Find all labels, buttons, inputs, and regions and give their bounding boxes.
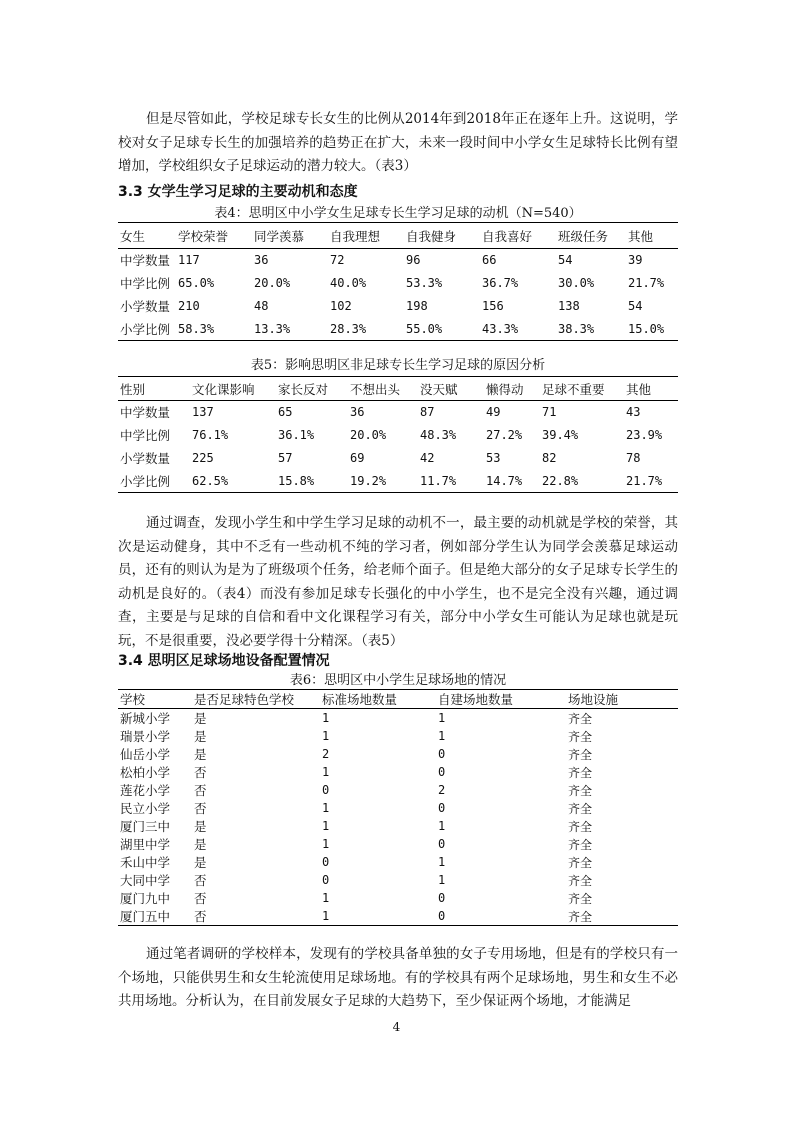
table-cell: 莲花小学	[120, 783, 171, 798]
table-cell: 69	[350, 451, 365, 465]
table-cell: 38.3%	[556, 318, 626, 341]
table-cell: 民立小学	[120, 801, 171, 816]
table-cell: 厦门九中	[120, 891, 171, 906]
table-cell: 齐全	[566, 907, 678, 926]
table-row	[118, 709, 678, 728]
table-header-row	[118, 377, 678, 401]
table-cell: 1	[438, 819, 446, 833]
table-cell: 43	[626, 405, 641, 420]
table-cell: 1	[322, 819, 330, 833]
table-cell: 138	[558, 299, 580, 313]
column-header: 自建场地数量	[436, 690, 566, 709]
table-cell: 1	[438, 855, 446, 869]
table-cell: 1	[320, 907, 436, 926]
column-header: 性别	[118, 377, 190, 401]
table-row	[118, 727, 678, 745]
table-cell: 82	[542, 451, 557, 465]
column-header: 自我喜好	[480, 223, 556, 249]
table-cell: 否	[194, 873, 207, 888]
table-cell: 1	[322, 891, 330, 905]
table-row	[118, 401, 678, 424]
table-cell: 中学数量	[120, 253, 171, 269]
table-cell: 72	[330, 253, 345, 268]
table-cell: 0	[438, 837, 446, 851]
table-cell: 11.7%	[418, 470, 484, 493]
column-header: 自我健身	[404, 223, 480, 249]
paragraph-fields: 通过笔者调研的学校样本，发现有的学校具备单独的女子专用场地，但是有的学校只有一个场地，只能供男生和女生轮流使用足球场地。有的学校具有两个足球场地，男生和女生不必共用场地。分析认为，在目前发展女子足球的大趋势下，至少保证两个场地，才能满足	[118, 946, 678, 1009]
table-cell: 15.8%	[276, 470, 348, 493]
table-cell: 0	[436, 907, 566, 926]
table-cell: 小学数量	[120, 451, 171, 466]
table-cell: 14.7%	[484, 470, 540, 493]
table-cell: 156	[482, 299, 504, 313]
table-cell: 39	[628, 253, 643, 268]
table-cell: 22.8%	[540, 470, 624, 493]
table-row	[118, 871, 678, 889]
table-cell: 是	[194, 837, 207, 852]
table-row	[118, 424, 678, 447]
column-header: 其他	[626, 223, 678, 249]
table-cell: 齐全	[568, 873, 593, 888]
table-cell: 齐全	[568, 765, 593, 780]
table-cell: 48.3%	[420, 428, 457, 442]
heading-3-4: 3.4 思明区足球场地设备配置情况	[118, 653, 330, 669]
table-cell: 54	[558, 253, 573, 268]
column-header: 不想出头	[348, 377, 418, 401]
table-cell: 78	[626, 451, 641, 465]
table-cell: 仙岳小学	[120, 747, 171, 762]
table4-caption: 表4：思明区中小学女生足球专长生学习足球的动机（N=540）	[214, 206, 582, 221]
table5-reasons	[118, 376, 678, 493]
paragraph-intro: 但是尽管如此，学校足球专长女生的比例从2014年到2018年正在逐年上升。这说明，学校对女子足球专长生的加强培养的趋势正在扩大，未来一段时间中小学女生足球特长比例有望增加，学校组织女子足球运动的潜力较大。（表3）	[118, 111, 678, 174]
table-cell: 27.2%	[486, 428, 523, 442]
table-cell: 是	[194, 819, 207, 834]
table-cell: 39.4%	[542, 428, 579, 442]
table-row	[118, 447, 678, 470]
table-cell: 是	[194, 855, 207, 870]
table-cell: 齐全	[568, 855, 593, 870]
table-cell: 49	[486, 405, 501, 420]
table-cell: 65.0%	[178, 276, 215, 290]
table-cell: 是	[194, 747, 207, 762]
table-cell: 1	[322, 765, 330, 779]
table-row	[118, 745, 678, 763]
table-cell: 是	[194, 729, 207, 744]
table-cell: 齐全	[568, 819, 593, 834]
table-cell: 21.7%	[624, 470, 678, 493]
table-cell: 20.0%	[254, 276, 291, 290]
table-cell: 71	[542, 405, 557, 420]
table-cell: 117	[178, 253, 200, 268]
table-row	[118, 907, 678, 926]
table-cell: 0	[438, 747, 446, 761]
table-cell: 210	[178, 299, 200, 313]
table-cell: 15.0%	[626, 318, 678, 341]
table-cell: 54	[628, 299, 643, 313]
table-cell: 厦门三中	[120, 819, 171, 834]
table6-caption: 表6：思明区中小学生足球场地的情况	[289, 673, 507, 688]
paragraph-analysis: 通过调查，发现小学生和中学生学习足球的动机不一，最主要的动机就是学校的荣誉，其次是运动健身，其中不乏有一些动机不纯的学习者，例如部分学生认为同学会羡慕足球运动员，还有的则认为是为了班级项个任务，给老师个面子。但是绝大部分的女子足球专长学生的动机是良好的。（表4）而没有参加足球专长强化的中小学生，也不是完全没有兴趣，通过调查，主要是与足球的自信和看中文化课程学习有关，部分中小学女生可能认为足球也就是玩玩，不是很重要，没必要学得十分精深。（表5）	[118, 515, 678, 649]
table-cell: 21.7%	[628, 276, 665, 290]
column-header: 自我理想	[328, 223, 404, 249]
table-cell: 198	[406, 299, 428, 313]
table-cell: 43.3%	[480, 318, 556, 341]
table-row	[118, 835, 678, 853]
column-header: 是否足球特色学校	[192, 690, 320, 709]
table-row	[118, 295, 678, 318]
table-cell: 齐全	[568, 747, 593, 762]
table-cell: 是	[194, 711, 207, 726]
table-cell: 否	[192, 907, 320, 926]
table-cell: 53.3%	[406, 276, 443, 290]
table-row	[118, 318, 678, 341]
table-cell: 36	[350, 405, 365, 420]
table-row	[118, 272, 678, 295]
table-cell: 小学数量	[120, 299, 171, 314]
table-cell: 齐全	[568, 711, 593, 726]
table-cell: 225	[192, 451, 214, 465]
table5-caption: 表5：影响思明区非足球专长生学习足球的原因分析	[250, 358, 546, 373]
table-header-row	[118, 690, 678, 709]
table-cell: 1	[322, 711, 330, 725]
table-cell: 否	[194, 891, 207, 906]
table-header-row	[118, 223, 678, 249]
table-cell: 中学比例	[120, 428, 171, 443]
table-cell: 66	[482, 253, 497, 268]
table-cell: 湖里中学	[120, 837, 171, 852]
column-header: 同学羡慕	[252, 223, 328, 249]
table-cell: 48	[254, 299, 269, 313]
table-cell: 62.5%	[190, 470, 276, 493]
table-cell: 137	[192, 405, 214, 420]
table-cell: 76.1%	[192, 428, 229, 442]
table-cell: 齐全	[568, 729, 593, 744]
page-number: 4	[392, 1020, 401, 1034]
table-cell: 1	[322, 729, 330, 743]
table-cell: 36.1%	[278, 428, 315, 442]
table-cell: 55.0%	[404, 318, 480, 341]
table-cell: 28.3%	[328, 318, 404, 341]
column-header: 学校荣誉	[176, 223, 252, 249]
table-cell: 中学比例	[120, 276, 171, 291]
table-cell: 0	[438, 891, 446, 905]
column-header: 家长反对	[276, 377, 348, 401]
column-header: 标准场地数量	[320, 690, 436, 709]
table-cell: 2	[322, 747, 330, 761]
table-cell: 否	[194, 801, 207, 816]
table-cell: 36	[254, 253, 269, 268]
table-cell: 瑞景小学	[120, 729, 171, 744]
table-row	[118, 781, 678, 799]
table-cell: 87	[420, 405, 435, 420]
table-cell: 中学数量	[120, 405, 171, 421]
table-cell: 1	[322, 801, 330, 815]
table-cell: 1	[438, 711, 446, 725]
table-cell: 0	[322, 783, 330, 797]
table-cell: 20.0%	[350, 428, 387, 442]
table-cell: 30.0%	[558, 276, 595, 290]
table-row	[118, 799, 678, 817]
column-header: 学校	[118, 690, 192, 709]
table-row	[118, 763, 678, 781]
table-cell: 厦门五中	[118, 907, 192, 926]
column-header: 其他	[624, 377, 678, 401]
table-cell: 1	[438, 729, 446, 743]
table-row	[118, 817, 678, 835]
table-row	[118, 470, 678, 493]
table-cell: 1	[322, 837, 330, 851]
table-cell: 否	[194, 765, 207, 780]
table-cell: 小学比例	[118, 318, 176, 341]
table-cell: 1	[438, 873, 446, 887]
table6-fields	[118, 689, 678, 926]
table-cell: 禾山中学	[120, 855, 171, 870]
table-cell: 0	[322, 873, 330, 887]
table-cell: 53	[486, 451, 501, 465]
table-cell: 2	[438, 783, 446, 797]
table-cell: 13.3%	[252, 318, 328, 341]
table-cell: 齐全	[568, 837, 593, 852]
table-cell: 新城小学	[120, 711, 171, 726]
table-cell: 57	[278, 451, 293, 465]
table-cell: 齐全	[568, 783, 593, 798]
table-cell: 0	[322, 855, 330, 869]
table-cell: 松柏小学	[120, 765, 171, 780]
column-header: 场地设施	[566, 690, 678, 709]
table-row	[118, 249, 678, 272]
column-header: 懒得动	[484, 377, 540, 401]
table-cell: 小学比例	[118, 470, 190, 493]
column-header: 文化课影响	[190, 377, 276, 401]
column-header: 女生	[118, 223, 176, 249]
table-cell: 0	[438, 765, 446, 779]
table-cell: 96	[406, 253, 421, 268]
column-header: 足球不重要	[540, 377, 624, 401]
table-cell: 65	[278, 405, 293, 420]
table-cell: 42	[420, 451, 435, 465]
column-header: 没天赋	[418, 377, 484, 401]
table-cell: 36.7%	[482, 276, 519, 290]
heading-3-3: 3.3 女学生学习足球的主要动机和态度	[118, 184, 358, 200]
table-cell: 40.0%	[330, 276, 367, 290]
table-cell: 19.2%	[348, 470, 418, 493]
table-cell: 大同中学	[120, 873, 171, 888]
table-row	[118, 853, 678, 871]
table-cell: 0	[438, 801, 446, 815]
table-cell: 102	[330, 299, 352, 313]
table-cell: 齐全	[568, 891, 593, 906]
table-row	[118, 889, 678, 907]
table4-motivation	[118, 222, 678, 341]
table-cell: 否	[194, 783, 207, 798]
table-cell: 58.3%	[176, 318, 252, 341]
column-header: 班级任务	[556, 223, 626, 249]
table-cell: 23.9%	[626, 428, 663, 442]
table-cell: 齐全	[568, 801, 593, 816]
